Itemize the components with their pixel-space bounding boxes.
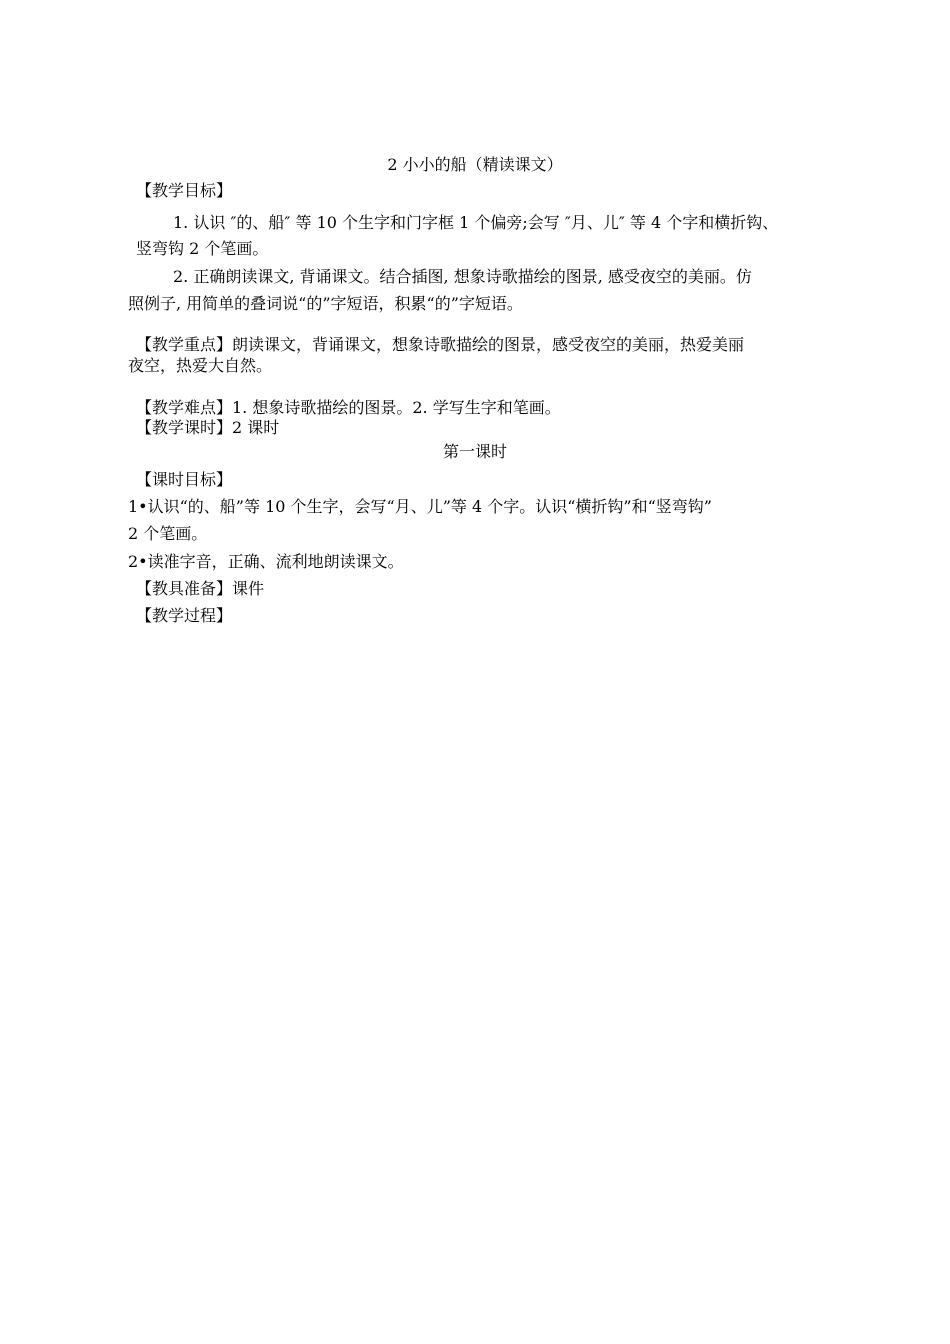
section-title: 第一课时 — [442, 442, 507, 461]
document-title: 2 小小的船（精读课文） — [387, 155, 563, 174]
lesson-goal-2: 2•读准字音，正确、流利地朗读课文。 — [128, 552, 404, 571]
class-hours: 【教学课时】2 课时 — [136, 418, 280, 437]
key-points-line-2: 夜空，热爱大自然。 — [128, 356, 273, 375]
goals-heading: 【教学目标】 — [136, 181, 233, 200]
lesson-goal-1-line-1: 1•认识“的、船”等 10 个生字，会写“月、儿”等 4 个字。认识“横折钩”和“竖弯钩” — [128, 497, 712, 516]
lesson-goal-1-line-2: 2 个笔画。 — [128, 524, 208, 543]
difficulties: 【教学难点】1. 想象诗歌描绘的图景。2. 学写生字和笔画。 — [136, 398, 561, 417]
goal-2-line-2: 照例子, 用简单的叠词说“的”字短语，积累“的”字短语。 — [128, 294, 523, 313]
process-heading: 【教学过程】 — [136, 606, 233, 625]
goal-2-line-1: 2. 正确朗读课文, 背诵课文。结合插图, 想象诗歌描绘的图景, 感受夜空的美丽。仿 — [173, 267, 752, 286]
goal-1-line-2: 竖弯钩 2 个笔画。 — [136, 239, 269, 258]
goal-1-line-1: 1. 认识 ″的、船″ 等 10 个生字和门字框 1 个偏旁;会写 ″月、儿″ 等 4 个字和横折钩、 — [173, 213, 779, 232]
lesson-goals-heading: 【课时目标】 — [136, 470, 233, 489]
materials: 【教具准备】课件 — [136, 579, 265, 598]
key-points-line-1: 【教学重点】朗读课文，背诵课文，想象诗歌描绘的图景，感受夜空的美丽，热爱美丽 — [136, 335, 745, 354]
